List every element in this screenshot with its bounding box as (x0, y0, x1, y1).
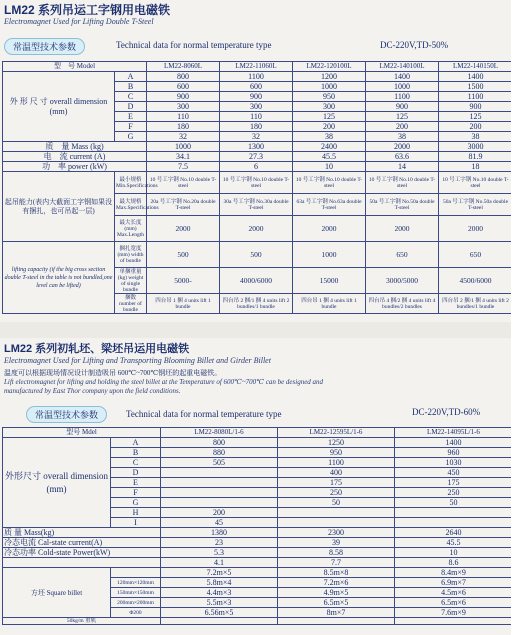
cell: 81.9 (439, 152, 513, 162)
cell: 650 (366, 242, 439, 268)
s2-dim-key: F (111, 488, 161, 498)
s1-model-4: LM22-140150L (439, 62, 513, 72)
section2-subtitle: Electromagnet Used for Lifting and Transporting Blooming Billet and Girder Billet (4, 356, 271, 365)
cell: 5.8m×4 (161, 578, 278, 588)
cell: 4500/6000 (439, 268, 513, 294)
cell: 250 (278, 488, 395, 498)
cell: 6 (220, 162, 293, 172)
cell: 500 (220, 242, 293, 268)
s2-model-1: LM22-12595L/1-6 (278, 428, 395, 438)
section2-tech: Technical data for normal temperature type (126, 409, 282, 419)
s2-dim-key: H (111, 508, 161, 518)
cell: 1500 (439, 82, 513, 92)
s1-dim-key: B (115, 82, 147, 92)
s2-dim-key: E (111, 478, 161, 488)
cell: 180 (147, 122, 220, 132)
cell: 800 (147, 72, 220, 82)
cell: 2000 (293, 216, 366, 242)
section1-title: LM22 系列吊运工字钢用电磁铁 (4, 3, 171, 17)
cell: 250 (395, 488, 513, 498)
cell (278, 508, 395, 518)
s1-spec-row (3, 152, 513, 162)
cell: 3000 (439, 142, 513, 152)
cell: 7.6m×9 (395, 608, 513, 618)
section2-title: LM22 系列初轧坯、梁坯吊运用电磁铁 (4, 343, 190, 355)
cell: 38 (293, 132, 366, 142)
cell: 2300 (278, 528, 395, 538)
cell: 505 (161, 458, 278, 468)
s1-minspec-row (3, 172, 513, 194)
section2-note-en1: Lift electromagnet for lifting and holding the steel billet at the Temperature of 600℃~700℃ can be designed and (4, 378, 324, 386)
cell: 2000 (366, 142, 439, 152)
s2-lift-row (3, 568, 513, 578)
section1-table (2, 61, 513, 314)
cell: 38 (366, 132, 439, 142)
cell: 10 (395, 548, 513, 558)
cell: 800 (161, 438, 278, 448)
s1-maxspec-label: 最大规格 Max.Specifications (115, 194, 147, 216)
cell: 200 (366, 122, 439, 132)
cell: 5.5m×3 (161, 598, 278, 608)
cell: 8.5m×8 (278, 568, 395, 578)
cell (161, 618, 278, 625)
cell: 63a 号工字钢 No.63a double T-steel (293, 194, 366, 216)
cell: 10 号工字钢 No.10 double T-steel (220, 172, 293, 194)
cell: 5.3 (161, 548, 278, 558)
cell (161, 498, 278, 508)
s1-dim-key: D (115, 102, 147, 112)
cell: 50a 号工字钢 No.50a double T-steel (439, 194, 513, 216)
cell: 900 (439, 102, 513, 112)
cell: 2400 (293, 142, 366, 152)
cell: 1250 (278, 438, 395, 448)
cell: 32 (220, 132, 293, 142)
cell: 63.6 (366, 152, 439, 162)
cell: 3000/5000 (366, 268, 439, 294)
cell: 4.5m×6 (395, 588, 513, 598)
cell: 175 (278, 478, 395, 488)
section-separator (0, 322, 523, 338)
s1-spec-label: 质 量 Mass (kg) (3, 142, 147, 152)
s2-lift-key: 120mm×120mm (111, 578, 161, 588)
cell: 10 (293, 162, 366, 172)
cell: 32 (147, 132, 220, 142)
cell: 125 (439, 112, 513, 122)
cell: 8.6 (395, 558, 513, 568)
cell: 1030 (395, 458, 513, 468)
section2-note-en2: manufactured by East Thor company upon the field conditions. (4, 387, 181, 395)
cell: 四台吊 1 捆 4 units lift 1 bundle (147, 294, 220, 314)
s2-dim-key: I (111, 518, 161, 528)
cell: 7.5 (147, 162, 220, 172)
s2-last-label: 50kg/m 重轨 (3, 618, 161, 625)
s2-dim-key: A (111, 438, 161, 448)
s2-model-0: LM22-8080L/1-6 (161, 428, 278, 438)
cell: 7.2m×6 (278, 578, 395, 588)
s2-spec-row (3, 528, 513, 538)
cell: 50 (278, 498, 395, 508)
s2-spec-row (3, 558, 513, 568)
cell: 175 (395, 478, 513, 488)
cell: 880 (161, 448, 278, 458)
cell: 900 (366, 102, 439, 112)
section2-pill: 常温型技术参数 (26, 406, 107, 423)
cell: 6.5m×6 (395, 598, 513, 608)
s2-lift-key: 150mm×150mm (111, 588, 161, 598)
cell: 200 (293, 122, 366, 132)
cell: 7.7 (278, 558, 395, 568)
cell: 450 (395, 468, 513, 478)
s1-type-label: 型 号 Model (3, 62, 147, 72)
cell: 39 (278, 538, 395, 548)
s2-last-row (3, 618, 513, 625)
cell: 125 (293, 112, 366, 122)
cell: 50 (395, 498, 513, 508)
cell: 10 号工字钢 No.10 double T-steel (147, 172, 220, 194)
s1-singlew-label: 单捆重量(kg) weight of single bundle (115, 268, 147, 294)
cell: 四台吊 2 捆/1 捆 4 units lift 2 bundles/1 bundle (220, 294, 293, 314)
cell: 30a 号工字钢 No.30a double T-steel (220, 194, 293, 216)
cell: 900 (147, 92, 220, 102)
cell: 10 号工字钢 No.10 double T-steel (366, 172, 439, 194)
cell: 27.3 (220, 152, 293, 162)
cell: 1400 (395, 438, 513, 448)
s1-maxlen-label: 最大长度(mm) Max.Length (115, 216, 147, 242)
cell: 45.5 (293, 152, 366, 162)
cell: 4.9m×5 (278, 588, 395, 598)
cell: 8.4m×9 (395, 568, 513, 578)
s1-bundles-label: 捆数 number of bundle (115, 294, 147, 314)
cell: 1380 (161, 528, 278, 538)
cell: 2000 (220, 216, 293, 242)
cell: 4.4m×3 (161, 588, 278, 598)
cell: 1000 (366, 82, 439, 92)
cell: 4000/6000 (220, 268, 293, 294)
cell: 8.58 (278, 548, 395, 558)
s2-spec-row (3, 538, 513, 548)
s2-model-2: LM22-14095L/1-6 (395, 428, 513, 438)
cell: 四台吊 2 捆/1 捆 4 units lift 2 bundles/1 bundle (439, 294, 513, 314)
s2-lift-key (111, 568, 161, 578)
cell: 7.2m×5 (161, 568, 278, 578)
s1-lift-label2: lifting capacity (if the big cross section double T-steel in the table is not bundled,one level can be lifted) (3, 242, 115, 314)
s2-dim-key: C (111, 458, 161, 468)
cell: 四台吊 1 捆 4 units lift 1 bundle (293, 294, 366, 314)
section2-table (2, 427, 513, 625)
section1-tech: Technical data for normal temperature type (116, 40, 272, 50)
s1-dim-label: 外 形 尺 寸 overall dimension (mm) (3, 72, 115, 142)
s2-lift-label: 方坯 Square billet (3, 568, 111, 618)
cell: 2640 (395, 528, 513, 538)
s1-model-3: LM22-140100L (366, 62, 439, 72)
cell: 2000 (439, 216, 513, 242)
cell: 14 (366, 162, 439, 172)
cell: 23 (161, 538, 278, 548)
cell: 45 (161, 518, 278, 528)
cell: 10 号工字钢 No.10 double T-steel (439, 172, 513, 194)
cell: 2000 (147, 216, 220, 242)
cell: 8m×7 (278, 608, 395, 618)
cell (278, 618, 395, 625)
cell: 180 (220, 122, 293, 132)
cell (395, 518, 513, 528)
cell: 200 (161, 508, 278, 518)
s2-spec-label (3, 558, 161, 568)
s1-header-row (3, 62, 513, 72)
s1-spec-label: 功 率 power (kW) (3, 162, 147, 172)
s1-model-1: LM22-11060L (220, 62, 293, 72)
cell: 4.1 (161, 558, 278, 568)
s1-model-0: LM22-8060L (147, 62, 220, 72)
section1-subtitle: Electromagnet Used for Lifting Double T-Steel (4, 17, 154, 26)
s2-spec-label: 质 量 Mass(kg) (3, 528, 161, 538)
cell: 1100 (278, 458, 395, 468)
s1-dim-row (3, 72, 513, 82)
section2-note-cn: 温度可以根据现场情况设计制造吸吊 600℃~700℃钢坯的起重电磁铁。 (4, 369, 222, 377)
s2-dim-row (3, 438, 513, 448)
s1-dim-key: E (115, 112, 147, 122)
section1-pill: 常温型技术参数 (4, 38, 85, 55)
cell: 2000 (366, 216, 439, 242)
s1-dim-key: G (115, 132, 147, 142)
cell: 6.5m×5 (278, 598, 395, 608)
s1-model-2: LM22-120100L (293, 62, 366, 72)
cell: 四台吊 4 捆/2 捆 4 units lift 4 bundles/2 bundles (366, 294, 439, 314)
cell: 45.5 (395, 538, 513, 548)
cell: 38 (439, 132, 513, 142)
cell: 10 号工字钢 No.10 double T-steel (293, 172, 366, 194)
cell: 1400 (366, 72, 439, 82)
cell: 1300 (220, 142, 293, 152)
cell: 1400 (439, 72, 513, 82)
s2-dim-key: B (111, 448, 161, 458)
cell: 200 (439, 122, 513, 132)
cell: 1000 (293, 82, 366, 92)
cell: 300 (293, 102, 366, 112)
s2-lift-key: Φ200 (111, 608, 161, 618)
s2-type-label: 型号 Mdel (3, 428, 161, 438)
s1-dim-key: F (115, 122, 147, 132)
cell: 34.1 (147, 152, 220, 162)
cell: 110 (220, 112, 293, 122)
cell: 20a 号工字钢 No.20a double T-steel (147, 194, 220, 216)
cell: 1200 (293, 72, 366, 82)
cell: 1100 (366, 92, 439, 102)
cell: 6.9m×7 (395, 578, 513, 588)
cell: 600 (220, 82, 293, 92)
cell (161, 468, 278, 478)
s1-dim-key: A (115, 72, 147, 82)
cell (278, 518, 395, 528)
s2-spec-row (3, 548, 513, 558)
cell: 600 (147, 82, 220, 92)
cell: 300 (220, 102, 293, 112)
cell: 125 (366, 112, 439, 122)
s2-dim-key: D (111, 468, 161, 478)
cell: 1100 (439, 92, 513, 102)
s2-lift-key: 200mm×200mm (111, 598, 161, 608)
cell: 18 (439, 162, 513, 172)
cell: 15000 (293, 268, 366, 294)
cell: 400 (278, 468, 395, 478)
s1-bundlew-row (3, 242, 513, 268)
s2-spec-label: 冷态功率 Cold-state Power(kW) (3, 548, 161, 558)
section2-power: DC-220V,TD-60% (412, 407, 481, 417)
s2-dim-label: 外形尺寸 overall dimension (mm) (3, 438, 111, 528)
page-edge (511, 0, 523, 635)
cell: 1000 (147, 142, 220, 152)
s1-minspec-label: 最小规格 Min.Specifications (115, 172, 147, 194)
cell: 1000 (293, 242, 366, 268)
cell (161, 478, 278, 488)
s2-header-row (3, 428, 513, 438)
cell: 6.56m×5 (161, 608, 278, 618)
s1-spec-label: 电 流 current (A) (3, 152, 147, 162)
cell (161, 488, 278, 498)
section1-power: DC-220V,TD-50% (380, 40, 449, 50)
cell: 650 (439, 242, 513, 268)
s1-spec-row (3, 162, 513, 172)
cell (395, 508, 513, 518)
cell: 300 (147, 102, 220, 112)
s1-lift-label: 起吊能力(表内大截面工字钢如果没有捆扎，也可吊起一层) (3, 172, 115, 242)
cell: 900 (220, 92, 293, 102)
s1-bundlew-label: 捆扎宽度(mm) width of bundle (115, 242, 147, 268)
cell: 5000- (147, 268, 220, 294)
cell: 960 (395, 448, 513, 458)
cell: 950 (293, 92, 366, 102)
s2-dim-key: G (111, 498, 161, 508)
s1-spec-row (3, 142, 513, 152)
cell: 50a 号工字钢 No.50a double T-steel (366, 194, 439, 216)
cell (395, 618, 513, 625)
cell: 500 (147, 242, 220, 268)
cell: 1100 (220, 72, 293, 82)
cell: 950 (278, 448, 395, 458)
cell: 110 (147, 112, 220, 122)
s2-spec-label: 冷态电流 Cal-state current(A) (3, 538, 161, 548)
s1-dim-key: C (115, 92, 147, 102)
